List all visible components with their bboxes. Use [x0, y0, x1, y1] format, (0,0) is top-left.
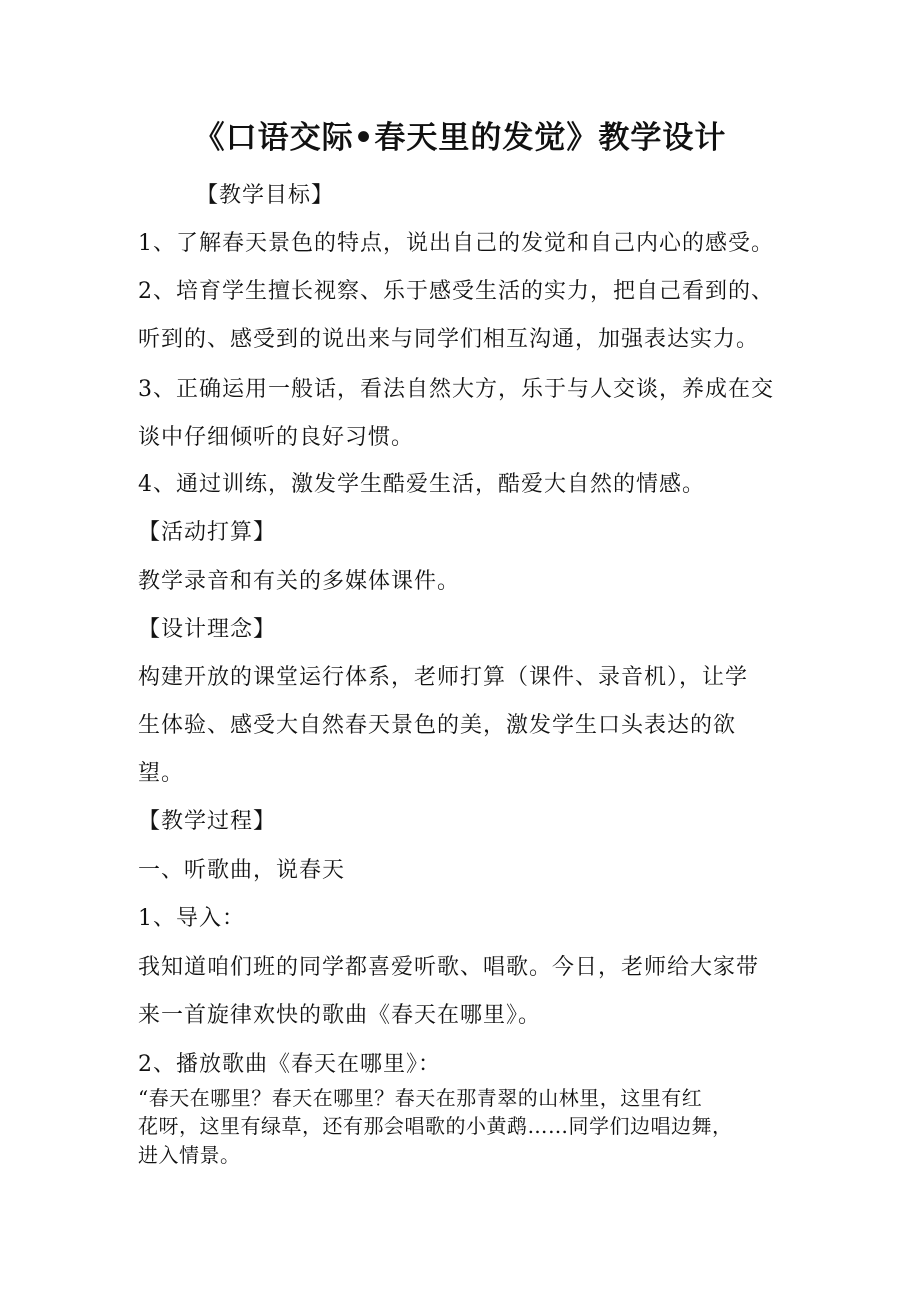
- process-song-heading: 2、播放歌曲《春天在哪里》：: [138, 1052, 441, 1077]
- concept-line-2: 生体验、感受大自然春天景色的美，激发学生口头表达的欲: [138, 713, 737, 738]
- process-intro-heading: 1、导入：: [138, 906, 245, 931]
- process-step-1-heading: 一、听歌曲，说春天: [138, 858, 346, 883]
- objective-3-line-1: 3、正确运用一般话，看法自然大方，乐于与人交谈，养成在交: [138, 377, 774, 402]
- process-intro-line-1: 我知道咱们班的同学都喜爱听歌、唱歌。今日，老师给大家带: [138, 955, 760, 980]
- section-heading-preparation: 【活动打算】: [138, 520, 277, 545]
- preparation-text: 教学录音和有关的多媒体课件。: [138, 569, 461, 594]
- document-title: 《口语交际•春天里的发觉》教学设计: [193, 120, 727, 156]
- objective-2-line-2: 听到的、感受到的说出来与同学们相互沟通，加强表达实力。: [138, 327, 760, 352]
- objective-1: 1、了解春天景色的特点，说出自己的发觉和自己内心的感受。: [138, 231, 774, 256]
- song-lyrics-line-3: 进入情景。: [138, 1143, 241, 1167]
- concept-line-1: 构建开放的课堂运行体系，老师打算（课件、录音机），让学: [138, 665, 749, 690]
- objective-2-line-1: 2、培育学生擅长视察、乐于感受生活的实力，把自己看到的、: [138, 279, 774, 304]
- process-intro-line-2: 来一首旋律欢快的歌曲《春天在哪里》。: [138, 1003, 542, 1028]
- concept-line-3: 望。: [138, 761, 185, 786]
- objective-3-line-2: 谈中仔细倾听的良好习惯。: [138, 425, 415, 450]
- song-lyrics-line-1: “春天在哪里？春天在哪里？春天在那青翠的山林里，这里有红: [138, 1086, 703, 1110]
- objective-4: 4、通过训练，激发学生酷爱生活，酷爱大自然的情感。: [138, 472, 705, 497]
- section-heading-objectives: 【教学目标】: [196, 183, 335, 208]
- section-heading-process: 【教学过程】: [138, 809, 277, 834]
- song-lyrics-line-2: 花呀，这里有绿草，还有那会唱歌的小黄鹉……同学们边唱边舞，: [138, 1114, 733, 1138]
- section-heading-concept: 【设计理念】: [138, 617, 277, 642]
